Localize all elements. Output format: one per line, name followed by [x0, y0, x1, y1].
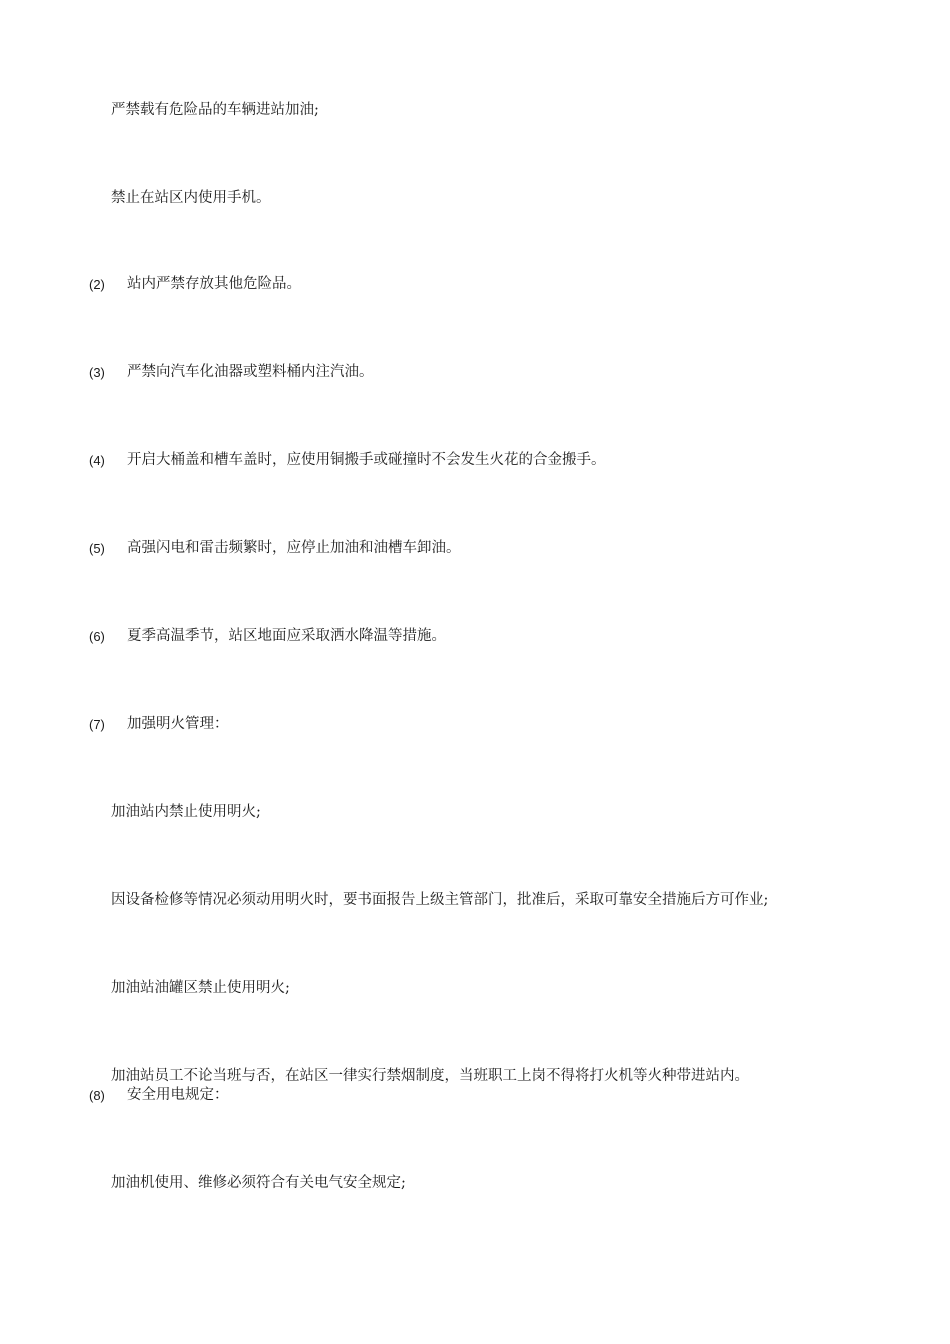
list-text: 严禁向汽车化油器或塑料桶内注汽油。: [127, 364, 374, 380]
text-line-maintenance-flame: 因设备检修等情况必须动用明火时，要书面报告上级主管部门，批准后，采取可靠安全措施后方可作业;: [111, 892, 769, 908]
list-number: (4): [89, 453, 105, 468]
text-line-no-open-flame: 加油站内禁止使用明火;: [111, 804, 261, 820]
list-number: (2): [89, 277, 105, 292]
list-text: 开启大桶盖和槽车盖时，应使用铜搬手或碰撞时不会发生火花的合金搬手。: [127, 452, 606, 468]
list-text: 安全用电规定：: [127, 1087, 229, 1103]
list-text: 加强明火管理：: [127, 716, 229, 732]
list-number: (7): [89, 717, 105, 732]
list-text: 夏季高温季节，站区地面应采取洒水降温等措施。: [127, 628, 446, 644]
list-number: (5): [89, 541, 105, 556]
list-number: (8): [89, 1088, 105, 1103]
text-line-tank-area: 加油站油罐区禁止使用明火;: [111, 980, 290, 996]
text-line-no-smoking: 加油站员工不论当班与否，在站区一律实行禁烟制度，当班职工上岗不得将打火机等火种带进站内。: [111, 1068, 749, 1084]
list-text: 高强闪电和雷击频繁时，应停止加油和油槽车卸油。: [127, 540, 461, 556]
list-number: (6): [89, 629, 105, 644]
text-line-no-hazmat-vehicles: 严禁载有危险品的车辆进站加油;: [111, 102, 319, 118]
list-number: (3): [89, 365, 105, 380]
text-line-no-phones: 禁止在站区内使用手机。: [111, 190, 271, 206]
text-line-dispenser-electrical: 加油机使用、维修必须符合有关电气安全规定;: [111, 1175, 406, 1191]
list-text: 站内严禁存放其他危险品。: [127, 276, 301, 292]
